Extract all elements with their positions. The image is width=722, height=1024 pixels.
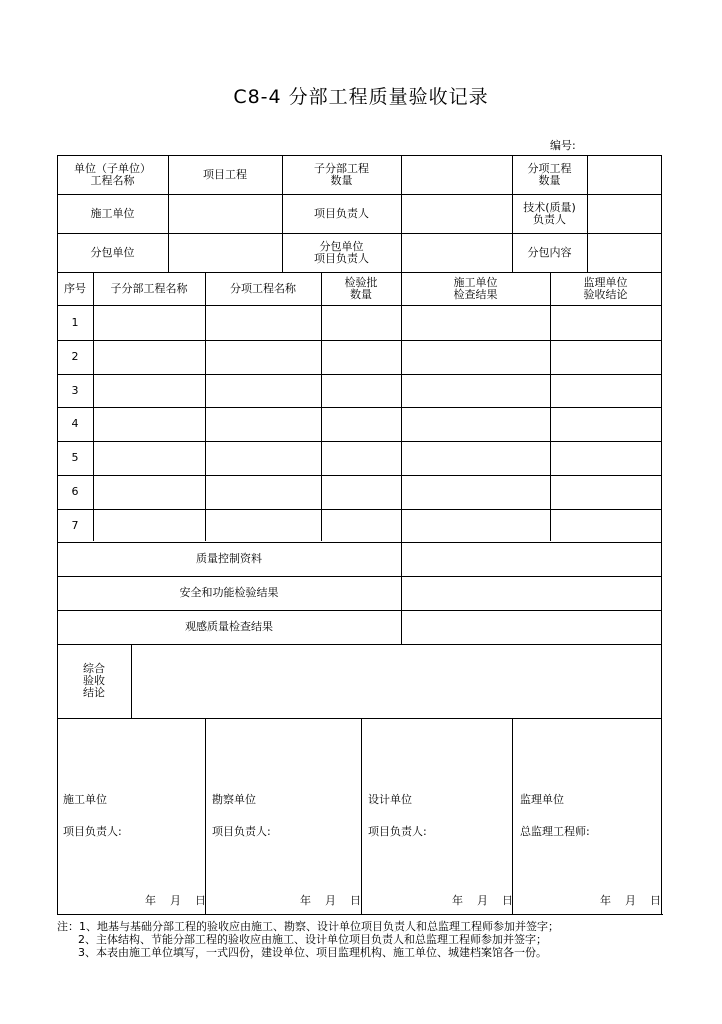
page-title: C8-4 分部工程质量验收记录 — [233, 86, 489, 108]
column-header-sub-division-name: 子分部工程名称 — [110, 281, 188, 295]
project-manager-value[interactable] — [401, 194, 512, 233]
signature-person-construction: 项目负责人: — [63, 825, 122, 838]
column-header-seq: 序号 — [64, 281, 86, 295]
unit-project-name-label: 单位（子单位） 工程名称 — [74, 161, 151, 187]
safety-function-label: 安全和功能检验结果 — [179, 586, 279, 599]
sub-item-count-label: 分项工程 数量 — [527, 161, 572, 187]
sub-item-count-value[interactable] — [587, 155, 661, 194]
column-header-sub-item-name: 分项工程名称 — [230, 281, 296, 295]
overall-conclusion-label: 综合 验收 结论 — [83, 662, 105, 699]
column-header-supervision-conclusion: 监理单位 验收结论 — [583, 275, 628, 301]
sub-division-count-value[interactable] — [401, 155, 512, 194]
project-manager-label: 项目负责人 — [314, 206, 369, 220]
signature-unit-survey: 勘察单位 — [212, 793, 256, 806]
signature-unit-design: 设计单位 — [368, 793, 412, 806]
construction-unit-label: 施工单位 — [90, 206, 135, 220]
subcontract-unit-value[interactable] — [168, 233, 282, 272]
table-row-seq: 7 — [71, 518, 79, 532]
table-row-seq: 1 — [71, 315, 79, 329]
technical-manager-value[interactable] — [587, 194, 661, 233]
subcontract-manager-label: 分包单位 项目负责人 — [314, 239, 369, 265]
table-row-seq: 3 — [71, 383, 79, 397]
footnote-line: 2、主体结构、节能分部工程的验收应由施工、设计单位项目负责人和总监理工程师参加并签字； — [57, 933, 547, 946]
subcontract-unit-label: 分包单位 — [90, 245, 135, 259]
footnote-line: 3、本表由施工单位填写，一式四份，建设单位、项目监理机构、施工单位、城建档案馆各一份。 — [57, 946, 547, 959]
signature-unit-construction: 施工单位 — [63, 793, 107, 806]
table-row-seq: 6 — [71, 485, 79, 498]
table-row-seq: 4 — [71, 417, 79, 430]
column-header-batch-count: 检验批 数量 — [344, 275, 378, 301]
footnotes — [57, 920, 667, 959]
number-label: 编号: — [550, 139, 576, 152]
item-project-label: 项目工程 — [203, 167, 247, 181]
signature-person-survey: 项目负责人: — [212, 825, 271, 838]
technical-manager-label: 技术(质量) 负责人 — [523, 200, 576, 226]
column-header-construction-result: 施工单位 检查结果 — [453, 275, 498, 301]
signature-date-supervision: 年 月 日 — [600, 894, 661, 907]
subcontract-content-label: 分包内容 — [527, 245, 572, 259]
footnote-line: 注：1、地基与基础分部工程的验收应由施工、勘察、设计单位项目负责人和总监理工程师参加并签字； — [57, 920, 559, 933]
signature-date-construction: 年 月 日 — [145, 894, 206, 907]
acceptance-record-table — [57, 155, 662, 915]
signature-person-supervision: 总监理工程师: — [520, 825, 590, 838]
signature-unit-supervision: 监理单位 — [520, 793, 564, 806]
table-row-seq: 2 — [71, 350, 79, 363]
sub-division-count-label: 子分部工程 数量 — [314, 161, 369, 187]
appearance-quality-label: 观感质量检查结果 — [185, 620, 273, 633]
table-row-seq: 5 — [71, 451, 79, 464]
signature-date-design: 年 月 日 — [452, 894, 513, 907]
signature-person-design: 项目负责人: — [368, 825, 427, 838]
construction-unit-value[interactable] — [168, 194, 282, 233]
overall-conclusion-value[interactable] — [131, 644, 661, 718]
quality-control-label: 质量控制资料 — [196, 552, 262, 565]
signature-date-survey: 年 月 日 — [300, 894, 361, 907]
subcontract-manager-value[interactable] — [401, 233, 512, 272]
subcontract-content-value[interactable] — [587, 233, 661, 272]
